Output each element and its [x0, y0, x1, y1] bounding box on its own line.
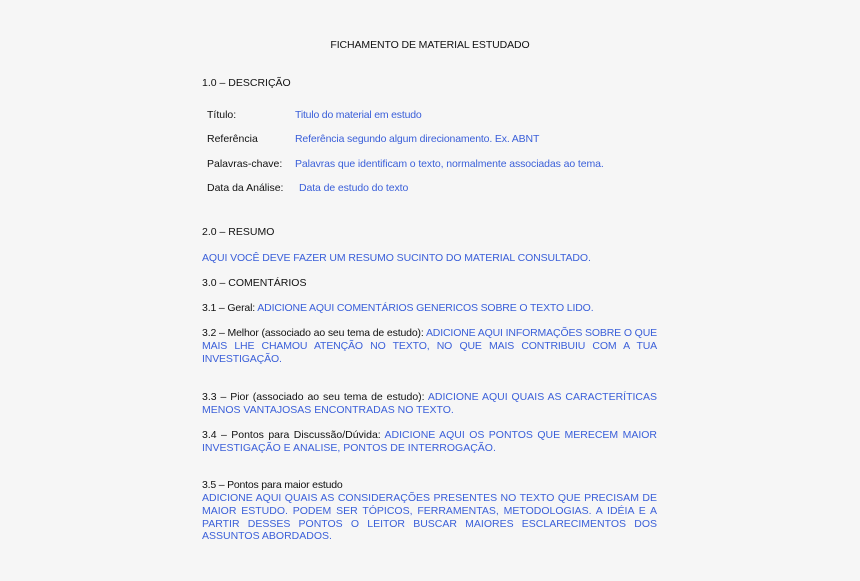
comment-label-geral: 3.1 – Geral:	[202, 302, 256, 314]
comment-label-discussao: 3.4 – Pontos para Discussão/Dúvida:	[202, 429, 381, 441]
field-value-referencia[interactable]: Referência segundo algum direcionamento. Ex. ABNT	[295, 133, 540, 145]
section-heading-comentarios: 3.0 – COMENTÁRIOS	[202, 277, 307, 289]
comment-item-pior	[202, 391, 657, 417]
comment-body-pior[interactable]: ADICIONE AQUI QUAIS AS CARACTERÍTICAS MENOS VANTAJOSAS ENCONTRADAS NO TEXTO.	[202, 391, 657, 416]
field-label-titulo: Título:	[207, 109, 237, 121]
comment-item-geral	[202, 302, 593, 314]
comment-item-melhor	[202, 327, 657, 365]
comment-body-discussao[interactable]: ADICIONE AQUI OS PONTOS QUE MERECEM MAIOR INVESTIGAÇÃO E ANALISE, PONTOS DE INTERROGAÇÃO.	[202, 429, 657, 454]
comment-body-melhor[interactable]: ADICIONE AQUI INFORMAÇÕES SOBRE O QUE MAIS LHE CHAMOU ATENÇÃO NO TEXTO, NO QUE MAIS CONTRIBUIU COM A TUA INVESTIGAÇÃO.	[202, 327, 657, 365]
field-value-titulo[interactable]: Titulo do material em estudo	[295, 109, 422, 121]
field-label-referencia: Referência	[207, 133, 258, 145]
field-label-data-analise: Data da Análise:	[207, 182, 284, 194]
section-heading-descricao: 1.0 – DESCRIÇÃO	[202, 77, 291, 89]
field-value-palavras-chave[interactable]: Palavras que identificam o texto, normalmente associadas ao tema.	[295, 158, 604, 170]
comment-label-maior-estudo: 3.5 – Pontos para maior estudo	[202, 479, 343, 491]
comment-label-melhor: 3.2 – Melhor (associado ao seu tema de estudo):	[202, 327, 424, 339]
comment-label-pior: 3.3 – Pior (associado ao seu tema de estudo):	[202, 391, 425, 403]
field-value-data-analise[interactable]: Data de estudo do texto	[299, 182, 409, 194]
comment-body-maior-estudo[interactable]: ADICIONE AQUI QUAIS AS CONSIDERAÇÕES PRESENTES NO TEXTO QUE PRECISAM DE MAIOR ESTUDO. PODEM SER TÓPICOS, FERRAMENTAS, METODOLOGIAS. A IDÉIA E A PARTIR DESSES PONTOS O LEITOR BUSCAR MAIORES ESCLARECIMENTOS DOS ASSUNTOS ABORDADOS.	[202, 492, 657, 543]
field-label-palavras-chave: Palavras-chave:	[207, 158, 283, 170]
document-page	[202, 0, 658, 581]
comment-body-geral[interactable]: ADICIONE AQUI COMENTÁRIOS GENERICOS SOBRE O TEXTO LIDO.	[257, 302, 594, 314]
document-title: FICHAMENTO DE MATERIAL ESTUDADO	[330, 39, 530, 51]
comment-item-discussao	[202, 429, 657, 455]
resumo-body[interactable]: AQUI VOCÊ DEVE FAZER UM RESUMO SUCINTO DO MATERIAL CONSULTADO.	[202, 252, 591, 264]
section-heading-resumo: 2.0 – RESUMO	[202, 226, 275, 238]
